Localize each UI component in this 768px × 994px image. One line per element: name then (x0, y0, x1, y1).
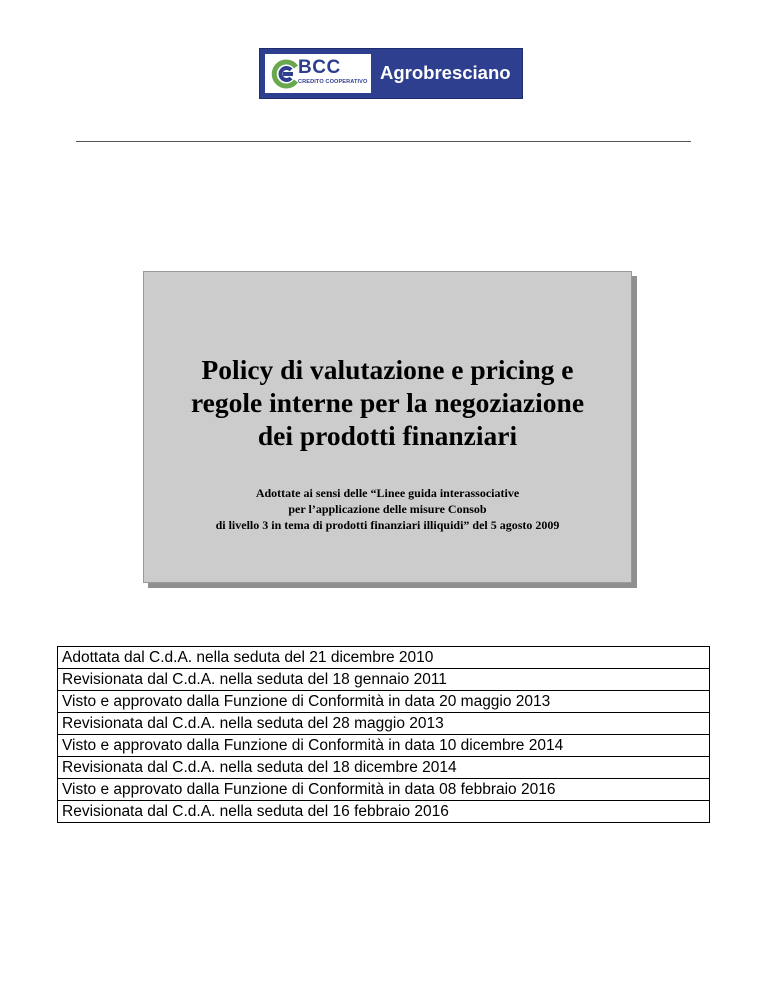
revision-entry: Visto e approvato dalla Funzione di Conformità in data 08 febbraio 2016 (58, 779, 710, 801)
document-title-line: dei prodotti finanziari (257, 420, 518, 451)
revision-entry: Revisionata dal C.d.A. nella seduta del 18 dicembre 2014 (58, 757, 710, 779)
document-title-line: Policy di valutazione e pricing e (201, 354, 574, 385)
table-row (58, 757, 710, 779)
revision-entry: Visto e approvato dalla Funzione di Conformità in data 10 dicembre 2014 (58, 735, 710, 757)
logo-bank-name: Agrobresciano (380, 62, 511, 83)
table-row (58, 735, 710, 757)
logo-bcc-text: BCC (298, 57, 341, 78)
table-row (58, 779, 710, 801)
revision-entry: Revisionata dal C.d.A. nella seduta del 28 maggio 2013 (58, 713, 710, 735)
document-title-line: regole interne per la negoziazione (190, 387, 585, 418)
document-subtitle-line: per l’applicazione delle misure Consob (288, 502, 487, 516)
table-row (58, 647, 710, 669)
revision-entry: Revisionata dal C.d.A. nella seduta del 16 febbraio 2016 (58, 801, 710, 823)
revision-history-table (57, 646, 710, 823)
document-title (144, 353, 631, 452)
bank-logo (259, 48, 523, 99)
logo-bcc-panel (265, 54, 371, 93)
header-divider (76, 141, 691, 142)
document-subtitle-line: di livello 3 in tema di prodotti finanziari illiquidi” del 5 agosto 2009 (215, 518, 560, 532)
document-subtitle (144, 485, 631, 533)
table-row (58, 669, 710, 691)
revision-entry: Adottata dal C.d.A. nella seduta del 21 dicembre 2010 (58, 647, 710, 669)
document-subtitle-line: Adottate ai sensi delle “Linee guida interassociative (255, 486, 520, 500)
cover-title-box (143, 271, 632, 583)
table-row (58, 691, 710, 713)
revision-entry: Revisionata dal C.d.A. nella seduta del 18 gennaio 2011 (58, 669, 710, 691)
revision-entry: Visto e approvato dalla Funzione di Conformità in data 20 maggio 2013 (58, 691, 710, 713)
bcc-emblem-icon (270, 59, 300, 89)
table-row (58, 801, 710, 823)
logo-bcc-subtext: CREDITO COOPERATIVO (298, 79, 368, 85)
table-row (58, 713, 710, 735)
